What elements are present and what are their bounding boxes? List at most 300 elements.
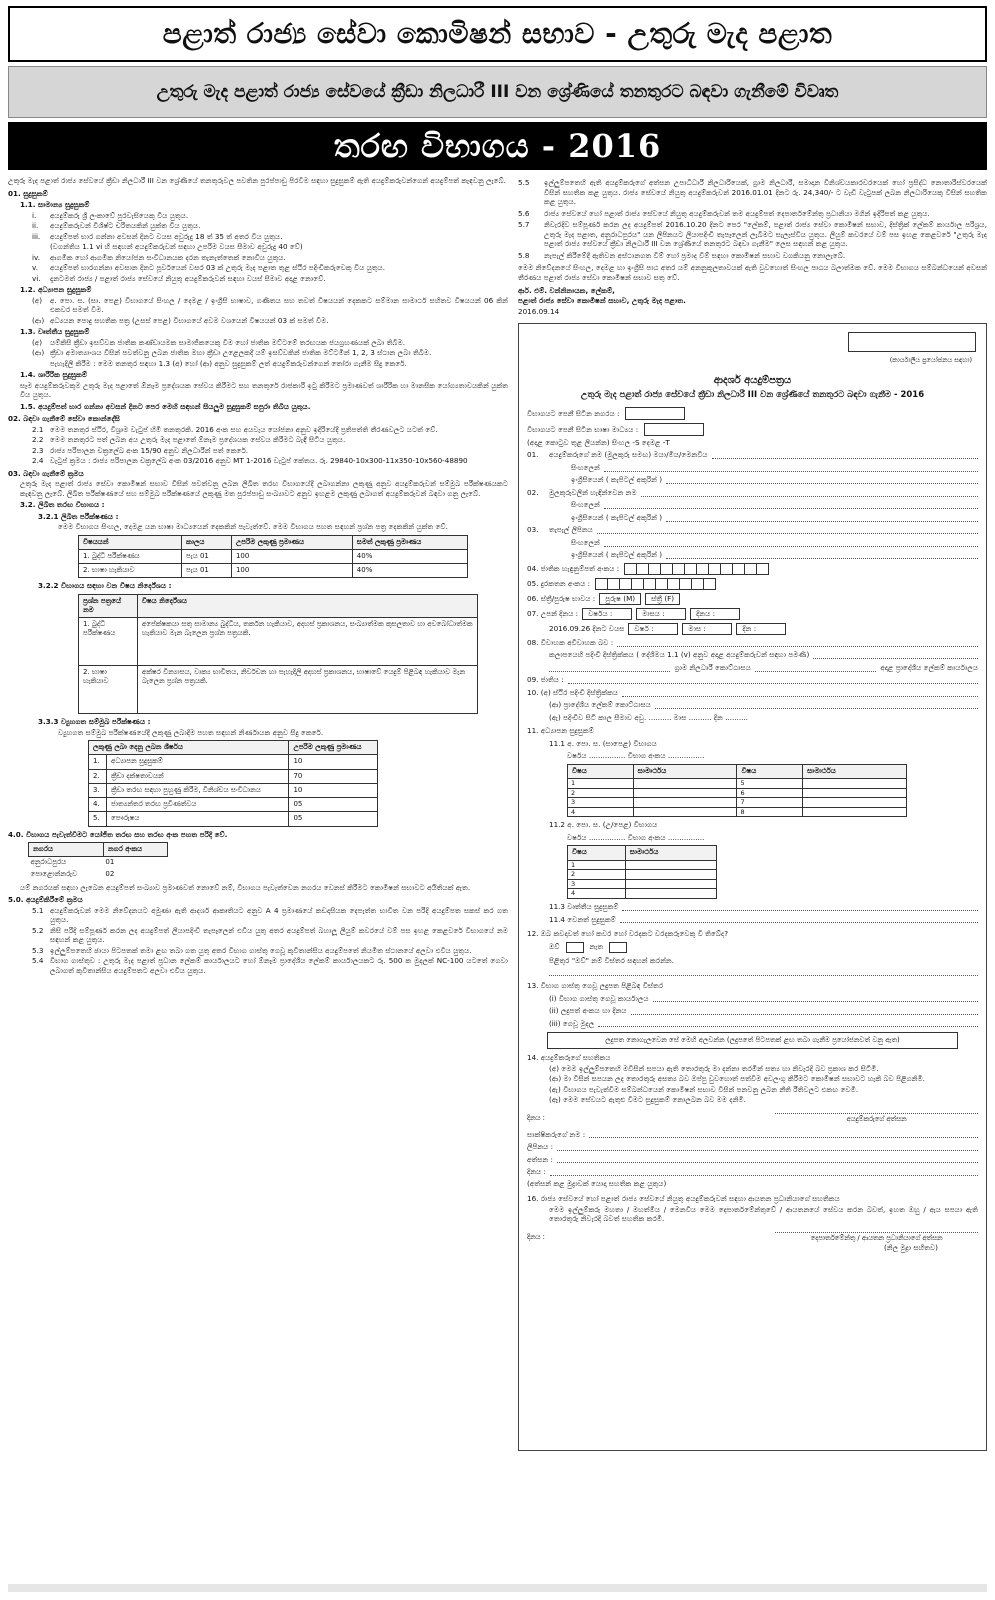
applicant-signature[interactable]: අයදුම්කරුගේ අත්සන [775, 1113, 978, 1124]
ol-year-index: වර්ෂය ................ විභාග අංකය ................ [567, 751, 705, 761]
table-cell: 10 [289, 783, 378, 797]
table-row [79, 549, 468, 563]
item-number: 5.8 [518, 250, 530, 260]
gn-division-label: ග්‍රාම නිලධාරී කොට්ඨාසය [674, 662, 751, 672]
closing-note: මෙම නිවේදනයේ සිංහල, දෙමළ හා ඉංග්‍රීසි පාඨ අතර යම් අනනුකූලතාවයක් ඇති වුවහොත් සිංහල පාඨය බලාත්මක වේ. මෙම විභාගය සම්බන්ධයෙන් අවසන් තීරණය පළාත් රාජ්‍ය සේවා කොමිෂන් සභාව සතු වේ. [518, 263, 987, 282]
exam-towns-note: යම් නගරයක් සඳහා ලැබෙන අයදුම්පත් සංඛ්‍යාව ප්‍රමාණවත් නොවේ නම්, විභාගය පැවැත්වෙන නගරය වෙනස් කිරීමට කොමිෂන් සභාවට අයිතියක් ඇත. [20, 882, 471, 892]
table-cell: 2 [568, 788, 634, 798]
item-number: (ආ) [32, 348, 45, 357]
item-number: ii. [32, 221, 39, 230]
section-application-method: 5.0. අයදුම්කිරීමේ ක්‍රමය [8, 895, 83, 905]
dob-day[interactable]: දිනය : [690, 608, 740, 620]
list-item [8, 348, 508, 358]
table-row [568, 779, 907, 789]
item-number: 2.4 [32, 456, 44, 465]
list-item [518, 178, 987, 207]
receipt-field[interactable] [653, 994, 978, 1002]
table-cell: 4. [89, 798, 107, 812]
application-instructions-list [518, 178, 987, 260]
nationality-field[interactable] [568, 676, 978, 684]
gender-female-option[interactable]: ස්ත්‍රී (F) [645, 593, 680, 605]
form-subtitle: උතුරු මැද පළාත් රාජ්‍ය සේවයේ ක්‍රීඩා නිලධාරී III වන ශ්‍රේණියේ තනතුරට බඳවා ගැනීම - 2016 [580, 389, 925, 400]
answer-yes-box[interactable] [566, 942, 584, 953]
field-input[interactable] [604, 501, 978, 509]
list-item [8, 253, 508, 263]
body-columns [8, 176, 987, 1588]
field-input[interactable] [604, 539, 978, 547]
answer-no-box[interactable] [609, 942, 627, 953]
head-certificate-label: 16. රාජ්‍ය සේවයේ හෝ පළාත් රාජ්‍ය සේවයේ නියුතු අයදුම්කරුවන් සඳහා ආයතන ප්‍රධානියාගේ සහතිකය [527, 1194, 840, 1204]
declaration-label: 14. අයදුම්කරුගේ සහතිකය [527, 1053, 611, 1063]
signer-organisation: පළාත් රාජ්‍ය සේවා කොමිෂන් සභාව, උතුරු මැද පළාත. [518, 295, 686, 305]
receipt-row [527, 1019, 978, 1029]
personal-fields [527, 450, 978, 560]
field-label: මුලකුරුවලින් හැඳින්වෙන නම [549, 487, 637, 497]
model-application-form [518, 323, 987, 1451]
table-header-cell: විෂය නිර්දේශය [137, 594, 477, 617]
table-cell: 05 [289, 812, 378, 826]
table-header-cell: සාමාර්ථය [803, 764, 907, 778]
list-item [518, 220, 987, 249]
item-text: අයදුම්පත් භාර ගන්නා අවසන් දිනට වයස අවුරුදු 18 ත් 35 ත් අතර විය යුතුය. [50, 231, 283, 241]
field-input[interactable] [712, 451, 978, 459]
table-row [79, 666, 478, 714]
table-cell: 1 [568, 779, 634, 789]
table-row [568, 870, 717, 880]
footer-bar [8, 1584, 987, 1592]
section-syllabus: 3.2.2 විභාගය සඳහා වන විෂය නිර්දේශය : [38, 581, 172, 591]
declaration-list [527, 1064, 978, 1105]
phone-cells[interactable] [596, 578, 716, 590]
item-text: ඉල්ලුම්පතෙහි ඡායා පිටපතක් තමා ළඟ තබා ගත යුතු අතර විභාග ගාස්තු ගෙවූ කුවිතාන්සිය අයදුම්පතේ නියමිත ස්ථානයේ අලවා එවිය යුතුය. [50, 945, 472, 955]
banner-commission: පළාත් රාජ්‍ය සේවා කොමිෂන් සභාව - උතුරු මැද පළාත [8, 6, 987, 62]
table-header-cell: නගරය [29, 843, 104, 857]
section-deadline-note: 1.5. අයදුම්පත් භාර ගන්නා අවසන් දිනට පෙර මෙහි සඳහන් සියලුම සුදුසුකම් සපුරා තිබිය යුතුය. [20, 401, 311, 411]
marital-status-label: 08. විවාහක අවිවාහක බව : [527, 637, 614, 647]
table-header-cell: ප්‍රශ්න පත්‍රයේ නම [79, 594, 138, 617]
table-cell: 1. [89, 755, 107, 769]
table-cell[interactable] [803, 807, 907, 817]
list-item [8, 926, 508, 945]
field-input[interactable] [666, 476, 978, 484]
item-text: මෙම තනතුර ස්ථිර, විශ්‍රාම වැටුප් හිමි තනතුරකි. 2016 අංක සහ අයවැය යෝජනා අනුව ඉදිරියේදී ප්‍රතිපත්ති තීරණවලට යටත් වේ. [50, 424, 438, 434]
table-cell[interactable] [633, 788, 737, 798]
right-column [518, 176, 987, 1588]
item-text: අ. පො. ස. (සා. පෙළ) විභාගයේ සිංහල / දෙමළ / ඉංග්‍රීසි භාෂාව, ගණිතය සහ තවත් විෂයයන් දෙකකට සම්මාන සාමාර්ථ සහිතව විෂයයන් 06 කින් එකවර සමත් වීම. [50, 295, 508, 314]
table-cell[interactable] [625, 870, 716, 880]
item-text: ඉල්ලුම්පතෙහි ඇති අයදුම්කරුගේ අත්සන උපාධිධාරී නිලධාරියෙක්, ග්‍රාම නිලධාරී, සමාදාන විනිශ්චයකාරවරයෙක් හෝ ප්‍රසිද්ධ නොතාරිස්වරයෙක් විසින් සහතික කළ යුතුය. රාජ්‍ය සේවයේ නියුතු අයදුම්කරුවන් 2016.01.01 දිනට රු. 24,340/- ට වැඩි වැටුපක් ලබන නිලධාරියෙකු විසින් සහතික කළ යුතුය. [544, 178, 987, 206]
gn-division-field[interactable] [549, 664, 670, 672]
field-label: සිංහලෙන් [571, 462, 600, 472]
field-input[interactable] [666, 514, 978, 522]
dob-year[interactable]: වර්ෂය : [582, 608, 632, 620]
exam-towns-table [28, 842, 168, 880]
item-number: 5.2 [32, 925, 44, 935]
table-cell[interactable] [633, 779, 737, 789]
table-cell: 100 [231, 563, 352, 577]
table-cell: 6 [737, 788, 803, 798]
receipt-label: (ii) ලදුපත් අංකය හා දිනය [549, 1006, 627, 1015]
list-item [8, 435, 508, 445]
notice-date: 2016.09.14 [518, 307, 560, 316]
list-item [8, 425, 508, 435]
item-text: දැනටමත් රාජ්‍ය / පළාත් රාජ්‍ය සේවයේ නියුතු අයදුම්කරුවන් සඳහා වයස් සීමාව අදාළ නොවේ. [50, 273, 326, 283]
al-exam-label: 11.2 අ. පො. ස. (උ/පෙළ) විභාගය [549, 820, 658, 830]
table-cell: 4 [568, 807, 634, 817]
table-row [29, 869, 168, 880]
al-results-table [567, 845, 717, 899]
ds-office-field[interactable] [755, 664, 876, 672]
al-year-index: වර්ෂය ................ විභාග අංකය ................ [567, 832, 705, 842]
table-cell: අනුරාධපුරය [30, 858, 67, 867]
table-cell: 7 [737, 798, 803, 808]
item-number: (අ) [32, 337, 43, 347]
other-qualifications-label: 11.4 වෙනත් සුදුසුකම් [549, 914, 616, 924]
declaration-date: දිනය : [527, 1113, 545, 1122]
form-title: ආදර්ශ අයදුම්පත්‍රය [713, 374, 792, 386]
section-service-conditions: 02. බඳවා ගැනීමේ සේවා කොන්දේසි [8, 414, 120, 423]
item-number: 5.7 [518, 220, 530, 229]
field-input[interactable] [597, 526, 978, 534]
witness-seal-note: (අත්සන් කළ මුද්‍රාවක් යොදා සහතික කළ යුතුය) [527, 1178, 667, 1188]
witness-date-label: දිනය : [527, 1167, 546, 1177]
item-number [32, 242, 50, 252]
item-text: නිවැරදිව සම්පූර්ණ කරන ලද අයදුම්පත් 2016.10.20 දිනට පෙර "ලේකම්, පළාත් රාජ්‍ය සේවා කොමිෂන් සභාව, දිස්ත්‍රික් ලේකම් කාර්යාල පරිශ්‍රය, උතුරු මැද පළාත, අනුරාධපුරය" යන ලිපිනයට ලියාපදිංචි තැපෑලෙන් ලැබීමට සැලැස්විය යුතුය. ලියුම් කවරයේ වම් පස ඉහළ කෙළවරේ "උතුරු මැද පළාත් රාජ්‍ය සේවයේ ක්‍රීඩා නිලධාරී III වන ශ්‍රේණියේ තනතුරට බඳවා ගැනීම" ලෙස සඳහන් කළ යුතුය. [544, 220, 987, 248]
item-number: i. [32, 210, 37, 220]
item-number: 2.1 [32, 424, 44, 434]
table-row [89, 798, 378, 812]
exam-town-box[interactable] [625, 407, 685, 420]
gender-male-option[interactable]: පුරුෂ (M) [599, 593, 641, 605]
table-cell: 8 [737, 807, 803, 817]
item-text: ආගමික හෝ ආගමික නියෝජන සංවිධානයක දරන තැනැත්තෙක් නොවිය යුතුය. [50, 252, 286, 262]
table-header-cell: කාලය [182, 535, 232, 549]
item-number: 5.1 [32, 905, 44, 915]
nic-label: 04. ජාතික හැඳුනුම්පත් අංකය : [527, 564, 620, 574]
item-number: v. [32, 263, 38, 272]
item-text: යම්කිසි ක්‍රීඩා ඉසව්වක ජාතික කණ්ඩායමක සාමාජිකයෙකු වීම හෝ ජාතික මට්ටමේ තරඟයක ජයග්‍රහණයක් ලබා තිබීම. [50, 337, 406, 347]
list-item [8, 456, 508, 466]
ds-division-field[interactable] [655, 701, 978, 709]
item-text: (වගන්තිය 1.1 vi හි සඳහන් අයදුම්කරුවන් සඳහා උපරිම වයස සීමාව අවුරුදු 40 වේ) [50, 242, 303, 251]
language-code-note: (අදාළ කොටුව තුළ ලියන්න) සිංහල -S දෙමළ -T [527, 437, 670, 447]
table-cell: 1. බුද්ධි පරීක්ෂණය [79, 549, 182, 563]
table-cell[interactable] [625, 879, 716, 889]
table-header-cell: උපරිම ලකුණු ප්‍රමාණය [289, 741, 378, 755]
form-field-row [527, 525, 978, 535]
form-field-row [527, 500, 978, 510]
field-number: 01. [527, 450, 539, 460]
list-item [8, 242, 508, 252]
list-item [8, 221, 508, 231]
table-cell[interactable] [803, 788, 907, 798]
table-cell: 4 [568, 889, 626, 899]
list-item [8, 446, 508, 456]
table-row [29, 857, 168, 869]
list-item [8, 274, 508, 284]
section-qualifications: 01. සුදුසුකම් [8, 188, 48, 198]
table-header-cell: උපරිම ලකුණු ප්‍රමාණය [231, 535, 352, 549]
table-header-cell: විෂය [568, 764, 634, 778]
declaration-item: (අ) මෙම ඉල්ලුම්පතෙහි මවිසින් සපයා ඇති තොරතුරු මා දන්නා තරමින් සත්‍ය හා නිවැරදි බව ප්‍රකාශ කර සිටිමි. [549, 1063, 879, 1073]
table-row [89, 812, 378, 826]
table-header-cell: විෂය [568, 846, 626, 860]
table-cell: 2. භාෂා හැකියාව [79, 666, 138, 714]
item-number: 5.4 [32, 956, 44, 966]
item-text: නැපැල් කිරීමේදී ඇතිවන අස්ථානගත වීම් හෝ ප්‍රමාද වීම් සඳහා කොමිෂන් සභාව වගකියනු නොලැබේ. [544, 250, 846, 260]
table-cell: 5. [89, 812, 107, 826]
marital-status-field[interactable] [617, 639, 978, 647]
banner-exam-title: තරඟ විභාගය - 2016 [8, 122, 987, 170]
table-row [568, 807, 907, 817]
field-label: සිංහලෙන් [571, 500, 600, 510]
item-text: පැහැදිලි කිරීම : මෙම තනතුර සඳහා 1.3 (අ) හෝ (ආ) අනුව සුදුසුකම් ලත් අයදුම්කරුවන්ගෙන් තෝරා ගැනීම සිදු කෙරේ. [50, 358, 407, 368]
banner-post-title: උතුරු මැද පළාත් රාජ්‍ය සේවයේ ක්‍රීඩා නිලධාරී III වන ශ්‍රේණියේ තනතුරට බඳවා ගැනීමේ විවෘත [8, 66, 987, 118]
section-written-test: 3.2.1 ලිඛිත පරීක්ෂණය : [38, 511, 119, 521]
table-cell: 1. බුද්ධි පරීක්ෂණය [79, 618, 138, 666]
exam-subjects-table [78, 535, 468, 579]
section-general-qualifications: 1.1. සාමාන්‍ය සුදුසුකම් [20, 200, 90, 209]
table-cell: 40% [352, 563, 467, 577]
phone-label: 05. දුරකතන අංකය : [527, 579, 591, 589]
table-cell: 10 [289, 755, 378, 769]
interview-marks-table [88, 740, 378, 826]
dob-month[interactable]: මාසය : [636, 608, 686, 620]
professional-label: 11.3 වෘත්තීය සුදුසුකම් [549, 902, 619, 911]
list-item [518, 209, 987, 219]
receipt-section-label: 13. විභාග ගාස්තු ගෙවූ ලදුපත පිළිබඳ විස්තර [527, 981, 664, 990]
head-seal-note: (නිල මුද්‍රා සහිතව) [883, 1242, 938, 1252]
age-days[interactable]: දින : [736, 623, 786, 635]
item-text: අයදුම්කරු ශ්‍රී ලංකාවේ පුරවැසියෙකු විය යුතුය. [50, 210, 189, 220]
table-row [79, 563, 468, 577]
form-field-row [527, 538, 978, 548]
table-cell: පොළොන්නරුව [30, 869, 77, 878]
item-text: අධ්‍යයන පොදු සහතික පත්‍ර (උසස් පෙළ) විභාගයේ අවම වශයෙන් විෂයයන් 03 ක් සමත් වීම. [50, 315, 329, 325]
witness-name-label: සාක්ෂිකරුගේ නම : [527, 1129, 586, 1139]
item-number: (අ) [32, 295, 43, 305]
form-field-row [527, 450, 978, 460]
receipt-field[interactable] [631, 1007, 978, 1015]
table-header-cell: විෂයයන් [79, 535, 182, 549]
table-cell[interactable] [633, 798, 737, 808]
table-cell: අධ්‍යාපන සුදුසුකම් [107, 755, 289, 769]
office-use-label: (කාර්යාලීය ප්‍රයෝජනය සඳහා) [889, 355, 972, 364]
table-row [568, 879, 717, 889]
table-cell[interactable] [633, 807, 737, 817]
table-cell: 40% [352, 549, 467, 563]
table-cell: පෞරුෂය [107, 812, 289, 826]
ol-results-table [567, 764, 907, 818]
service-conditions-list [8, 425, 508, 466]
list-item [8, 296, 508, 315]
physical-qualifications-text: සෑම අයදුම්කරුවකුම උතුරු මැද පළාතේ ඕනෑම ප්‍රදේශයක සේවය කිරීමට සහ තනතුරේ රාජකාරි ඉටු කිරීමට ප්‍රමාණවත් ශාරීරික හා මානසික යෝග්‍යතාවයකින් යුක්ත විය යුතුය. [20, 380, 508, 399]
item-number: vi. [32, 273, 41, 283]
table-row [79, 618, 478, 666]
form-field-row [527, 463, 978, 473]
table-row [89, 769, 378, 783]
field-input[interactable] [641, 489, 978, 497]
list-item [8, 232, 508, 242]
section-education-qualifications: 1.2. අධ්‍යාපන සුදුසුකම් [20, 285, 92, 294]
section-recruitment-method: 03. බඳවා ගැනීමේ ක්‍රමය [8, 468, 84, 478]
table-row [89, 783, 378, 797]
table-cell: පැය 01 [182, 563, 232, 577]
answer-no-label: නැත [589, 942, 604, 952]
table-row [568, 798, 907, 808]
permanent-district-field[interactable] [622, 689, 978, 697]
table-cell: 02 [105, 869, 115, 878]
declaration-item: (ඈ) මෙම සේවයට ඇතුළු වීමට සුදුසුකම් නොලබන බව මම දනිමි. [549, 1095, 746, 1105]
receipt-label: (iii) ගෙවූ මුදල [549, 1018, 595, 1028]
exam-town-label: විභාගයට පෙනී සිටින නගරය : [527, 408, 620, 418]
item-text: වැටුප් ක්‍රමය : රාජ්‍ය පරිපාලන චක්‍රලේඛ අංක 03/2016 අනුව MT 1-2016 වැටුප් කේතය. රු. 29840-10x300-11x350-10x560-48890 [50, 456, 468, 465]
item-number: 5.3 [32, 945, 44, 955]
intro-paragraph: උතුරු මැද පළාත් රාජ්‍ය සේවයේ ක්‍රීඩා නිලධාරී III වන ශ්‍රේණියේ තනතුරුවල පවතින පුරප්පාඩු පිරවීම සඳහා සුදුසුකම් ඇති අයදුම්කරුවන්ගෙන් අයදුම්පත් කැඳවනු ලැබේ. [8, 176, 506, 185]
table-header-cell: සාමාර්ථය [633, 764, 737, 778]
witness-address-field[interactable] [557, 1143, 978, 1151]
section-written-exam: 3.2. ලිඛිත තරඟ විභාගය : [20, 500, 105, 509]
table-cell[interactable] [803, 779, 907, 789]
table-cell: ජාත්‍යන්තර තරඟ ප්‍රවීණත්වය [107, 798, 289, 812]
section-exam-towns: 4.0. විභාගය පැවැත්වීමට යෝජිත තරඟ සහ තරඟ අංක පහත පරිදි වේ. [8, 829, 228, 839]
written-test-text: මෙම විභාගය සිංහල, දෙමළ යන භාෂා මාධ්‍යයෙන් දෙකකින් පැවැත්වේ. මෙම විභාගය පහත සඳහන් ප්‍රශ්න පත්‍ර දෙකකින් යුක්ත වේ. [58, 522, 448, 531]
professional-qualifications-list [8, 338, 508, 369]
receipt-field[interactable] [598, 1019, 978, 1027]
age-months[interactable]: මාස : [682, 623, 732, 635]
table-cell: පැය 01 [182, 549, 232, 563]
residence-period-label: (ඇ) පදිංචිව සිටි කාල සීමාව අවු. .......... මාස .......... දින .......... [549, 712, 748, 722]
table-cell[interactable] [625, 889, 716, 899]
table-cell: 05 [289, 798, 378, 812]
head-certificate-text: මෙම ඉල්ලුම්කරු මහතා / මහත්මිය / මෙනවිය මෙම දෙපාර්තමේන්තුවේ / ආයතනයේ සේවය කරන බවත්, ඉහත ඔහු / ඇය සපයා ඇති තොරතුරු නිවැරදි බවත් සහතික කරමි. [549, 1204, 978, 1224]
table-cell: 3. [89, 783, 107, 797]
list-item [8, 263, 508, 273]
table-cell: 1 [568, 860, 626, 870]
left-column [8, 176, 508, 1588]
syllabus-table [78, 594, 478, 714]
item-text: අයදුම්කරුවන් විශිෂ්ට චරිතයකින් යුක්ත විය යුතුය. [50, 221, 201, 230]
field-label: ඉංග්‍රීසියෙන් ( කැපිටල් අකුරින් ) [571, 475, 663, 485]
witness-date-field[interactable] [550, 1168, 978, 1176]
table-cell: අක්ෂර වින්‍යාසය, වාක්‍ය භාවිතය, නිර්වචන හා පැහැදිලි අදහස් ප්‍රකාශනය, භාෂාවේ යෙදුම් පිළිබඳ හැකියාව මැන බැලෙන ප්‍රශ්න පත්‍රයකි. [137, 666, 477, 714]
nic-cells[interactable] [625, 563, 769, 575]
list-item [8, 316, 508, 326]
list-item [8, 338, 508, 348]
section-physical-qualifications: 1.4. ශාරීරික සුදුසුකම් [20, 370, 88, 379]
table-cell: 2 [568, 870, 626, 880]
form-field-row [527, 488, 978, 498]
field-label: ඉංග්‍රීසියෙන් ( කැපිටල් අකුරින් ) [571, 550, 663, 560]
item-text: නිසි පරිදි සම්පූර්ණ කරන ලද අයදුම්පත් ලියාපදිංචි තැපෑලෙන් එවිය යුතු අතර අයදුම්පත් බහාලූ ලියුම් කවරයේ වම් පස ඉහළ කෙළවරේ විභාගයේ නම සඳහන් කළ යුතුය. [50, 925, 508, 945]
table-cell: 100 [231, 549, 352, 563]
item-text: අයදුම්කරුවන් මෙම නිවේදනයට අමුණා ඇති ආදර්ශ ආකෘතියට අනුව A 4 ප්‍රමාණයේ කඩදාසියක දෙපැත්ත භාවිත වන පරිදි අයදුම්පත සකස් කර ගත යුතුය. [50, 905, 508, 925]
application-method-list [8, 906, 508, 976]
item-number: 5.6 [518, 208, 530, 218]
field-label: සිංහලෙන් [571, 537, 600, 547]
receipt-label: (i) විභාග ගාස්තු ගෙවූ කාර්යාලය [549, 993, 649, 1003]
item-number: iv. [32, 252, 40, 262]
ds-division-label: (ආ) ප්‍රාදේශීය ලේකම් කොට්ඨාසය [549, 700, 651, 710]
exam-language-label: විභාගයට පෙනී සිටින භාෂා මාධ්‍යය : [527, 424, 639, 434]
witness-signature-label: අත්සන : [527, 1154, 553, 1164]
section-professional-qualifications: 1.3. වෘත්තීය සුදුසුකම් [20, 327, 90, 336]
item-number: (ආ) [32, 315, 45, 325]
item-text: විභාග ගාස්තුව : උතුරු මැද පළාත් ප්‍රධාන ලේකම් කාර්යාලයට හෝ ඕනෑම ප්‍රාදේශීය ලේකම් කාර්යාලයකට රු. 500 ක මුදලක් NC-100 යටතේ ගෙවා ලබාගත් කුවිතාන්සිය අයදුම්පතට අලවා එවිය යුතුය. [50, 956, 508, 975]
conviction-question: 12. ඔබ කවදාවත් හෝ කවර හෝ වරදකට වරදකරුවෙකු වී තිබේද? [527, 929, 729, 938]
item-number: iii. [32, 231, 41, 241]
office-use-box [848, 332, 976, 352]
item-number: 2.2 [32, 435, 44, 444]
table-row [568, 788, 907, 798]
table-cell[interactable] [803, 798, 907, 808]
table-cell: ක්‍රීඩා තරඟ සඳහා පුහුණු කිරීම, විනිශ්චය සංවිධානය [107, 783, 289, 797]
list-item [518, 251, 987, 261]
table-cell: 70 [289, 769, 378, 783]
table-cell: 01 [105, 858, 115, 867]
dob-label: 07. උපන් දිනය : [527, 609, 579, 619]
item-text: ක්‍රීඩා අමාත්‍යාංශය විසින් පවත්වනු ලබන ජාතික මහා ක්‍රීඩා උළෙලකදී යම් ඉසව්වකින් ජාතික මට්ටමින් 1, 2, 3 ස්ථාන ලබා තිබීම. [50, 348, 432, 357]
table-cell: 5 [737, 779, 803, 789]
receipt-fields [527, 994, 978, 1029]
receipt-paste-note: ලදුපත නොගැලවෙන සේ මෙහි අලවන්න (ලදුපතේ පිටපතක් ළඟ තබා ගැනීම ප්‍රයෝජනවත් වනු ඇත) [547, 1032, 958, 1049]
general-qualifications-list [8, 211, 508, 284]
table-cell: 2. [89, 769, 107, 783]
item-text: අයදුම්පත් භාරගන්නා අවසාන දිනට පූර්වයෙන් වසර 03 ක් උතුරු මැද පළාත තුළ ස්ථිර පදිංචිකරුවෙකු විය යුතුය. [50, 263, 386, 272]
table-cell[interactable] [625, 860, 716, 870]
residence-district-field[interactable] [813, 651, 978, 659]
age-years[interactable]: වර්ෂ : [628, 623, 678, 635]
education-qualifications-list [8, 296, 508, 326]
receipt-row [527, 994, 978, 1004]
other-qualifications-field[interactable] [620, 915, 978, 923]
witness-name-field[interactable] [589, 1130, 978, 1138]
signer-name: ආර්. එම්. වන්නිනායක, ලේකම්, [518, 286, 615, 295]
form-field-row [527, 550, 978, 560]
receipt-row [527, 1006, 978, 1016]
witness-address-label: ලිපිනය : [527, 1142, 554, 1152]
form-field-row [527, 513, 978, 523]
exam-language-box[interactable] [644, 423, 704, 436]
table-header-cell: ලකුණු ලබා දෙනු ලබන ශීර්ෂය [89, 741, 289, 755]
item-number: 2.3 [32, 445, 44, 455]
item-text: රාජ්‍ය සේවයේ හෝ පළාත් රාජ්‍ය සේවයේ නියුතු අයදුම්කරුවන් තම අයදුම්පත් දෙපාර්තමේන්තු ප්‍රධානියා මගින් ඉදිරිපත් කළ යුතුය. [544, 208, 930, 218]
table-header-cell: නගර අංකය [103, 843, 167, 857]
witness-signature-field[interactable] [557, 1155, 978, 1163]
permanent-district-label: 10. (අ) ස්ථිර පදිංචි දිස්ත්‍රික්කය [527, 687, 619, 697]
professional-field[interactable] [622, 903, 978, 911]
conviction-details-label: පිළිතුර "ඔව්" නම් විස්තර සඳහන් කරන්න. [549, 955, 675, 965]
field-input[interactable] [666, 551, 978, 559]
head-signature[interactable]: දෙපාර්තමේන්තු / ආයතන ප්‍රධානියාගේ අත්සන [775, 1232, 978, 1243]
list-item [8, 211, 508, 221]
age-at-label: 2016.09.26 දිනට වයස [549, 624, 625, 634]
table-cell: ක්‍රීඩා දක්ෂතාවයන් [107, 769, 289, 783]
table-row [89, 755, 378, 769]
ol-exam-label: 11.1 අ. පො. ස. (සාපෙළ) විභාගය [549, 738, 657, 748]
education-label: 11. අධ්‍යාපන සුදුසුකම් [527, 726, 594, 736]
table-cell: අපේක්ෂකයා සතු සාමාන්‍ය බුද්ධිය, තර්කන හැකියාව, අදහස් ප්‍රකාශනය, සංඛ්‍යාත්මක කුසලතාව හා අවබෝධාත්මක හැකියාව මැන බැලෙන ප්‍රශ්න පත්‍රයකි. [137, 618, 477, 666]
list-item [8, 906, 508, 925]
field-input[interactable] [604, 464, 978, 472]
field-number: 03. [527, 525, 539, 535]
table-header-cell: සාමාර්ථය [625, 846, 716, 860]
conviction-details-field[interactable] [549, 968, 978, 976]
list-item [8, 956, 508, 975]
head-certificate-date: දිනය : [527, 1232, 545, 1241]
table-row [568, 889, 717, 899]
form-field-row [527, 475, 978, 485]
